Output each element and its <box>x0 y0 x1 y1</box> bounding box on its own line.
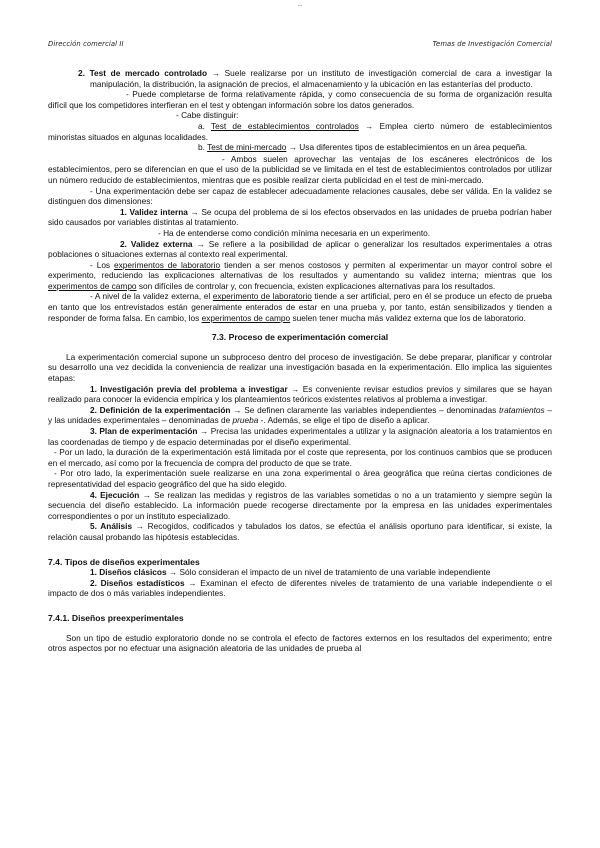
subsection-title: 7.4.1. Diseños preexperimentales <box>48 612 184 623</box>
paragraph <box>48 578 552 599</box>
text-run: → Se definen claramente las variables independientes – denominadas <box>230 404 499 415</box>
paragraph <box>48 260 552 292</box>
item-text: → Examinan el efecto de diferentes niveles de tratamiento de una variable independiente o el impacto de dos o más variables independientes. <box>48 577 553 599</box>
text-run: - A nivel de la validez externa, el <box>90 291 213 302</box>
page-mark: ... <box>297 2 303 8</box>
item-title: 1. Investigación previa del problema a investigar <box>90 383 288 394</box>
text-run: - Los <box>90 259 115 270</box>
item-title: 2. Diseños estadísticos <box>90 577 185 588</box>
item-text: → Usa diferentes tipos de establecimientos en un área pequeña. <box>286 142 528 153</box>
underlined-term: experimento de laboratorio <box>212 291 312 302</box>
item-number: 2. <box>78 68 90 78</box>
paragraph <box>48 567 552 578</box>
paragraph: - Una experimentación debe ser capaz de establecer adecuadamente relaciones causales, debe ser válida. En la validez se distinguen dos dimensiones: <box>48 185 552 207</box>
item-text: Suele realizarse por un instituto de investigación comercial de cara a investigar la manipulación, la distribución, la asignación de precios, el almacenamiento y la ubicación en las estanterías del producto. <box>90 68 552 89</box>
document-body <box>48 68 552 654</box>
header-right: Temas de Investigación Comercial <box>432 40 552 48</box>
paragraph <box>48 142 552 153</box>
paragraph <box>48 521 552 542</box>
text-run: suelen tener mucha más validez externa que los de laboratorio. <box>290 312 526 323</box>
paragraph <box>48 384 552 405</box>
paragraph: - Cabe distinguir: <box>176 110 239 121</box>
item-title: 4. Ejecución <box>90 489 140 500</box>
italic-term: prueba <box>232 415 259 426</box>
paragraph: - Por un lado, la duración de la experimentación está limitada por el coste que representa, por los continuos cambios que se producen en el mercado, así como por la frecuencia de compra del producto de que se trate. <box>48 447 552 468</box>
item-text: → Se refiere a la posibilidad de aplicar o generalizar los resultados experimentales a otras poblaciones o situaciones externas al contexto real experimental. <box>48 238 552 260</box>
text-run: tiende a ser artificial, pero en él se produce un efecto de prueba en tanto que los entrevistados están generalmente enterados de estar en una prueba y, por tanto, están sensibilizados y tienden a responder de forma falsa. En cambio, los <box>48 291 553 323</box>
header-left: Dirección comercial II <box>48 40 124 48</box>
text-run: -. Además, se elige el tipo de diseño a aplicar. <box>258 415 430 426</box>
item-letter: b. <box>198 142 208 153</box>
paragraph <box>48 291 552 323</box>
item-title: 2. Definición de la experimentación <box>90 404 231 415</box>
paragraph: - Puede completarse de forma relativamente rápida, y como consecuencia de su forma de organización resulta difícil que los competidores interfieran en el test y obtengan información sobre los datos generados. <box>48 89 552 110</box>
paragraph: - Ha de entenderse como condición mínima necesaria en un experimento. <box>158 227 431 238</box>
paragraph: - Ambos suelen aprovechar las ventajas de los escáneres electrónicos de los establecimientos, pero se diferencian en que el uso de la publicidad se ve limitada en el test de establecimientos controlados por utilizar un número reducido de establecimientos, mientras que es posible realizar cierta publicidad en el test de mini-mercado. <box>48 153 552 185</box>
underlined-term: experimentos de campo <box>48 280 137 291</box>
item-letter: a. <box>198 120 211 131</box>
item-title: 1. Diseños clásicos <box>90 567 167 578</box>
paragraph: - Por otro lado, la experimentación suele realizarse en una zona experimental o área geográfica que reúna ciertas condiciones de representatividad del espacio geográfico del que ha sido elegido. <box>48 468 552 489</box>
item-title: 2. Validez externa <box>120 238 193 249</box>
arrow-glyph: → <box>207 68 225 78</box>
item-text: → Precisa las unidades experimentales a utilizar y la asignación aleatoria a los tratamientos en las coordenadas de tiempo y de espacio determinadas por el diseño experimental. <box>48 426 552 447</box>
paragraph <box>48 490 552 522</box>
item-text: → Recogidos, codificados y tabulados los datos, se efectúa el análisis oportuno para identificar, si existe, la relación causal probando las hipótesis establecidas. <box>48 521 552 542</box>
item-text: → Es conveniente revisar estudios previos y similares que se hayan realizado para conocer la evidencia empírica y los planteamientos teóricos existentes relativos al problema a investigar. <box>48 383 552 405</box>
underlined-term: Test de mini-mercado <box>207 142 287 153</box>
paragraph <box>48 121 552 142</box>
paragraph: Son un tipo de estudio exploratorio donde no se controla el efecto de factores externos en los resultados del experimento; entre otros aspectos por no efectuar una asignación aleatoria de las unidades de prueba al <box>48 632 552 654</box>
underlined-term: experimentos de laboratorio <box>114 259 221 270</box>
paragraph <box>48 207 552 228</box>
underlined-term: experimentos de campo <box>201 312 291 323</box>
paragraph: La experimentación comercial supone un subproceso dentro del proceso de investigación. Se debe preparar, planificar y controlar su desarrollo una vez decidida la conveniencia de realizar una investigación basada en la experimentación. Ello implica las siguientes etapas: <box>48 351 552 384</box>
item-text: → Emplea cierto número de establecimientos minoristas situados en algunas localidades. <box>48 120 552 142</box>
item-title: 1. Validez interna <box>120 206 188 217</box>
paragraph <box>48 405 552 426</box>
text-run: tienden a ser menos costosos y permiten al experimentar un mayor control sobre el experimento, reduciendo las explicaciones alternativas de los resultados y aumentando su validez interna; mientras que los <box>48 259 552 281</box>
underlined-term: Test de establecimientos controlados <box>211 120 359 131</box>
item-text: → Se realizan las medidas y registros de las variables sometidas o no a un tratamiento y siempre según la secuencia del diseño establecido. La información puede recogerse directamente por la empresa en las unidades experimentales correspondientes o por un instituto especializado. <box>48 489 553 521</box>
paragraph <box>48 426 552 447</box>
item-title: Test de mercado controlado <box>89 68 208 78</box>
section-title: 7.4. Tipos de diseños experimentales <box>48 556 200 567</box>
item-text: → Sólo consideran el impacto de un nivel de tratamiento de una variable independiente <box>166 567 491 578</box>
paragraph <box>48 239 552 260</box>
text-run: son difíciles de controlar y, con frecuencia, existen explicaciones alternativas para los resultados. <box>136 280 496 291</box>
section-title: 7.3. Proceso de experimentación comercial <box>211 332 389 343</box>
item-title: 3. Plan de experimentación <box>90 426 198 436</box>
italic-term: tratamientos <box>499 404 545 415</box>
item-title: 5. Análisis <box>90 521 133 532</box>
item-text: → Se ocupa del problema de si los efectos observados en las unidades de prueba podrían haber sido causados por variables distintas al tratamiento. <box>48 206 552 228</box>
paragraph <box>48 68 552 89</box>
text-run: – y las unidades experimentales – denominadas de <box>48 404 552 426</box>
